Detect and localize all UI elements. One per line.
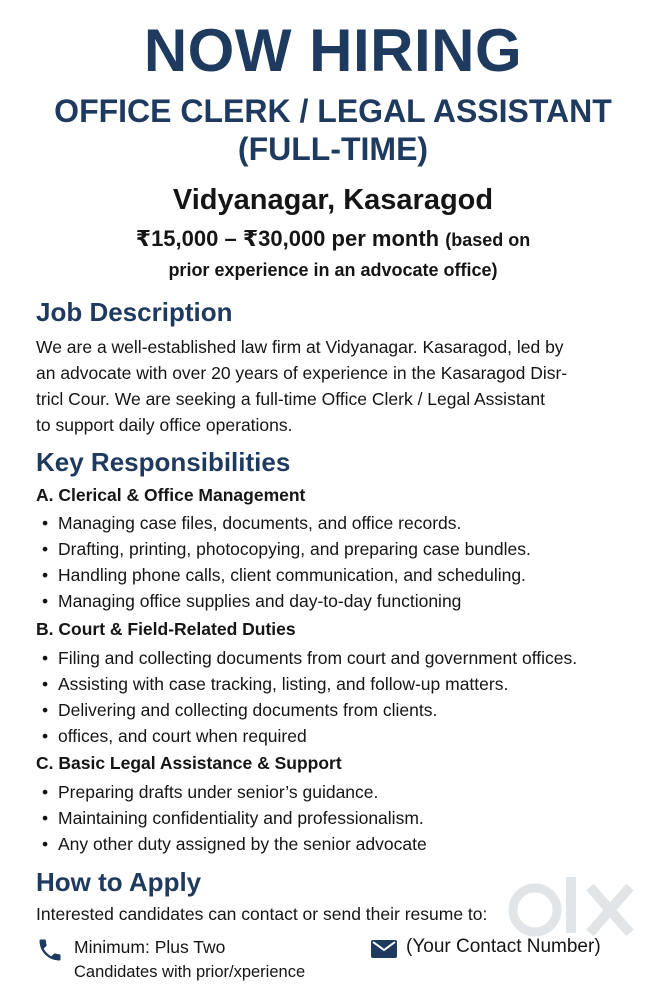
job-description-line: an advocate with over 20 years of experience in the Kasaragod Disr- [36,363,568,383]
job-description-line: We are a well-established law firm at Vidyanagar. Kasaragod, led by [36,337,564,357]
list-item: • Maintaining confidentiality and professionalism. [36,805,652,831]
job-description-line: to support daily office operations. [36,415,293,435]
role-title [20,92,646,168]
list-item: • Filing and collecting documents from court and government offices. [36,645,652,671]
job-location: Vidyanagar, Kasaragod [172,184,494,216]
role-title-line-1: OFFICE CLERK / LEGAL ASSISTANT [54,93,612,129]
job-description-heading: Job Description [36,297,233,327]
group-b-title: B. Court & Field-Related Duties [36,619,296,639]
list-item: • Drafting, printing, photocopying, and preparing case bundles. [36,536,652,562]
list-item: • Handling phone calls, client communication, and scheduling. [36,562,652,588]
apply-intro: Interested candidates can contact or send their resume to: [36,904,488,924]
group-c-list [36,779,652,857]
olx-logo [500,865,650,955]
salary-note-end: prior experience in an advocate office) [168,260,498,280]
job-description-line: tricl Cour. We are seeking a full-time Office Clerk / Legal Assistant [36,389,546,409]
job-description-text [36,334,636,438]
phone-label: Minimum: Plus Two [74,937,226,957]
email-label: (Your Contact Number) [406,936,601,957]
salary-note-start: (based on [445,230,531,250]
list-item: • Assisting with case tracking, listing, and follow-up matters. [36,671,652,697]
group-a-title: A. Clerical & Office Management [36,485,306,505]
role-title-line-2: (FULL-TIME) [237,131,429,167]
list-item: • Managing case files, documents, and office records. [36,510,652,536]
olx-watermark [500,865,650,955]
list-item: • Delivering and collecting documents from clients. [36,697,652,723]
poster-title: NOW HIRING [143,17,523,84]
list-item: • Preparing drafts under senior’s guidance. [36,779,652,805]
list-item: • Managing office supplies and day-to-day functioning [36,588,652,614]
salary-info [40,224,626,285]
envelope-icon [370,938,398,960]
group-b-list [36,645,652,749]
list-item: • Any other duty assigned by the senior advocate [36,831,652,857]
group-c-title: C. Basic Legal Assistance & Support [36,753,342,773]
responsibilities-heading: Key Responsibilities [36,447,291,477]
how-to-apply-heading: How to Apply [36,867,202,897]
group-a-list [36,510,652,614]
phone-icon [36,936,64,964]
phone-sublabel: Candidates with prior/xperience [74,963,306,981]
salary-range: ₹15,000 – ₹30,000 per month [135,226,440,251]
list-item: • offices, and court when required [36,723,652,749]
